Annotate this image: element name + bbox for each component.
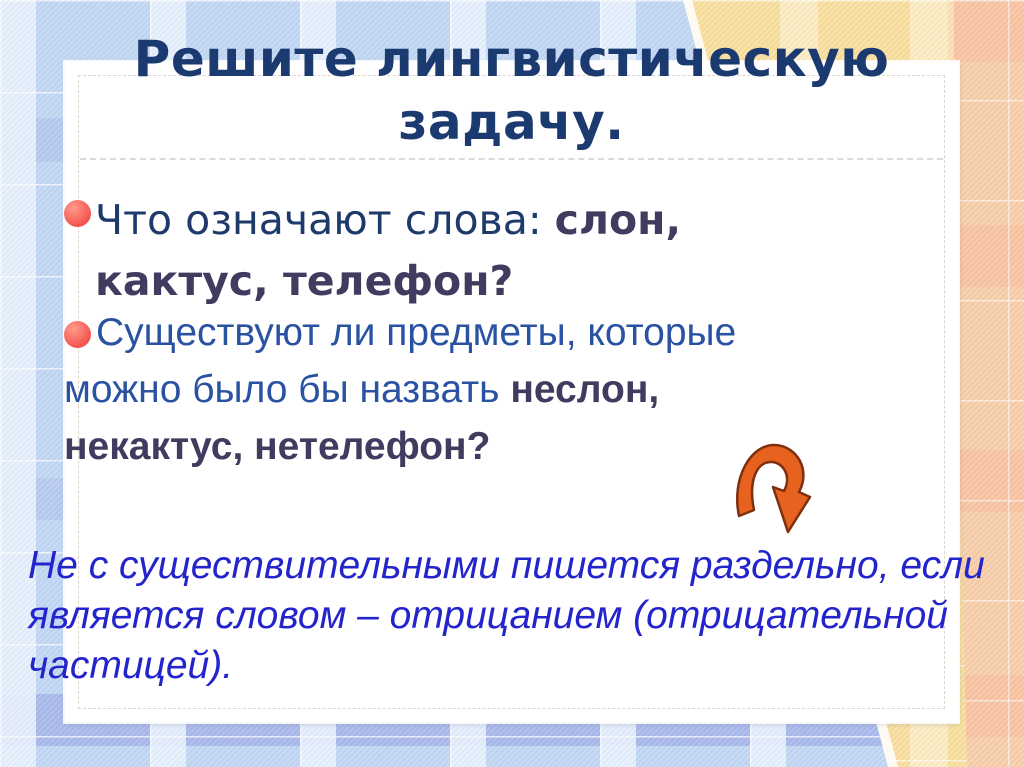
bullet-2-text-2: можно было бы назвать	[64, 368, 511, 411]
slide-title	[65, 28, 958, 154]
title-line-1: Решите лингвистическую	[133, 30, 890, 88]
bullet-item-1	[64, 190, 925, 312]
bullet-1-line-1	[95, 190, 925, 251]
note-line-3: частицей).	[28, 644, 234, 687]
bullet-dot-icon	[64, 200, 91, 227]
bullet-1-word-1: слон,	[554, 196, 682, 244]
note-text	[28, 541, 1013, 691]
bullet-1-line-2: кактус, телефон?	[95, 257, 514, 305]
bullet-2-word-1: неслон,	[510, 368, 660, 411]
bullet-1-question: Что означают слова:	[95, 196, 555, 244]
bullet-2-text-1: Существуют ли предметы, которые	[96, 311, 737, 354]
bullet-2-line-1	[64, 304, 914, 361]
note-line-2: является словом – отрицанием (отрицательной	[28, 594, 948, 637]
curved-arrow-icon	[729, 436, 812, 536]
bullet-dot-icon	[64, 321, 91, 348]
bullet-2-line-2	[64, 361, 914, 418]
bullet-2-line-3: некактус, нетелефон?	[64, 425, 491, 468]
note-line-1: Не с существительными пишется раздельно, если	[28, 544, 985, 587]
title-line-2: задачу.	[398, 93, 625, 151]
title-separator-line	[80, 158, 943, 160]
